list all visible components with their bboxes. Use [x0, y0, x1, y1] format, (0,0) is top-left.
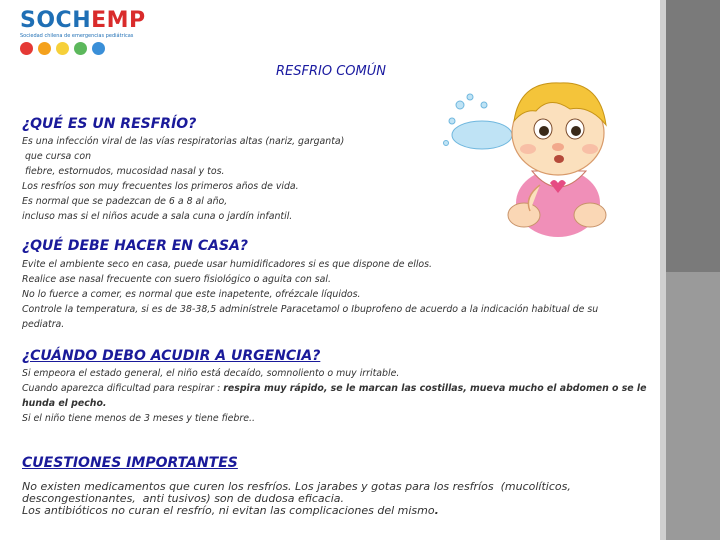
- section-body-important: No existen medicamentos que curen los resfríos. Los jarabes y gotas para los resfríos (mucolíticos, descongestionantes, anti tusivos) son de dudosa eficacia. Los antibióticos no curan el resfrío, ni evitan las complicaciones del mismo.: [22, 480, 571, 517]
- sick-baby-illustration: [440, 75, 618, 243]
- section-body-home-care: Evite el ambiente seco en casa, puede usar humidificadores si es que dispone de ellos. Realice ase nasal frecuente con suero fisiológico o aguita con sal. No lo fuerce a comer, es normal que este inapetente, ofrézcale líquidos. Controle la temperatura, si es de 38-38,5 adminístrele Paracetamol o Ibuprofeno de acuerdo a la indicación habitual de su pediatra.: [22, 259, 599, 330]
- section-body-when-urgent: Si empeora el estado general, el niño está decaído, somnoliento o muy irritable. Cuando aparezca dificultad para respirar : respira muy rápido, se le marcan las costillas, mueva mucho el abdomen o se le hunda el pecho. Si el niño tiene menos de 3 meses y tiene fiebre..: [22, 368, 647, 424]
- logo-tagline: Sociedad chilena de emergencias pediátricas: [20, 33, 134, 39]
- section-heading-what-is: ¿QUÉ ES UN RESFRÍO?: [22, 116, 197, 132]
- logo-dot-icon: [92, 42, 105, 55]
- page-title: RESFRIO COMÚN: [276, 64, 386, 79]
- side-stripe-lower: [666, 272, 720, 540]
- section-heading-important: CUESTIONES IMPORTANTES: [22, 455, 238, 471]
- logo-wordmark: SOCHEMP: [20, 8, 146, 33]
- section-heading-when-urgent: ¿CUÁNDO DEBO ACUDIR A URGENCIA?: [22, 348, 321, 364]
- logo-dots: [20, 42, 130, 55]
- section-body-what-is: Es una infección viral de las vías respiratorias altas (nariz, garganta) que cursa con fiebre, estornudos, mucosidad nasal y tos. Los resfríos son muy frecuentes los primeros años de vida. Es normal que se padezcan de 6 a 8 al año, incluso mas si el niños acude a sala cuna o jardín infantil.: [22, 136, 345, 222]
- sneeze-splash: [444, 94, 513, 149]
- section-heading-home-care: ¿QUÉ DEBE HACER EN CASA?: [22, 238, 249, 254]
- logo-dot-icon: [20, 42, 33, 55]
- sochemp-logo: [20, 8, 146, 62]
- logo-dot-icon: [56, 42, 69, 55]
- logo-dot-icon: [38, 42, 51, 55]
- logo-dot-icon: [74, 42, 87, 55]
